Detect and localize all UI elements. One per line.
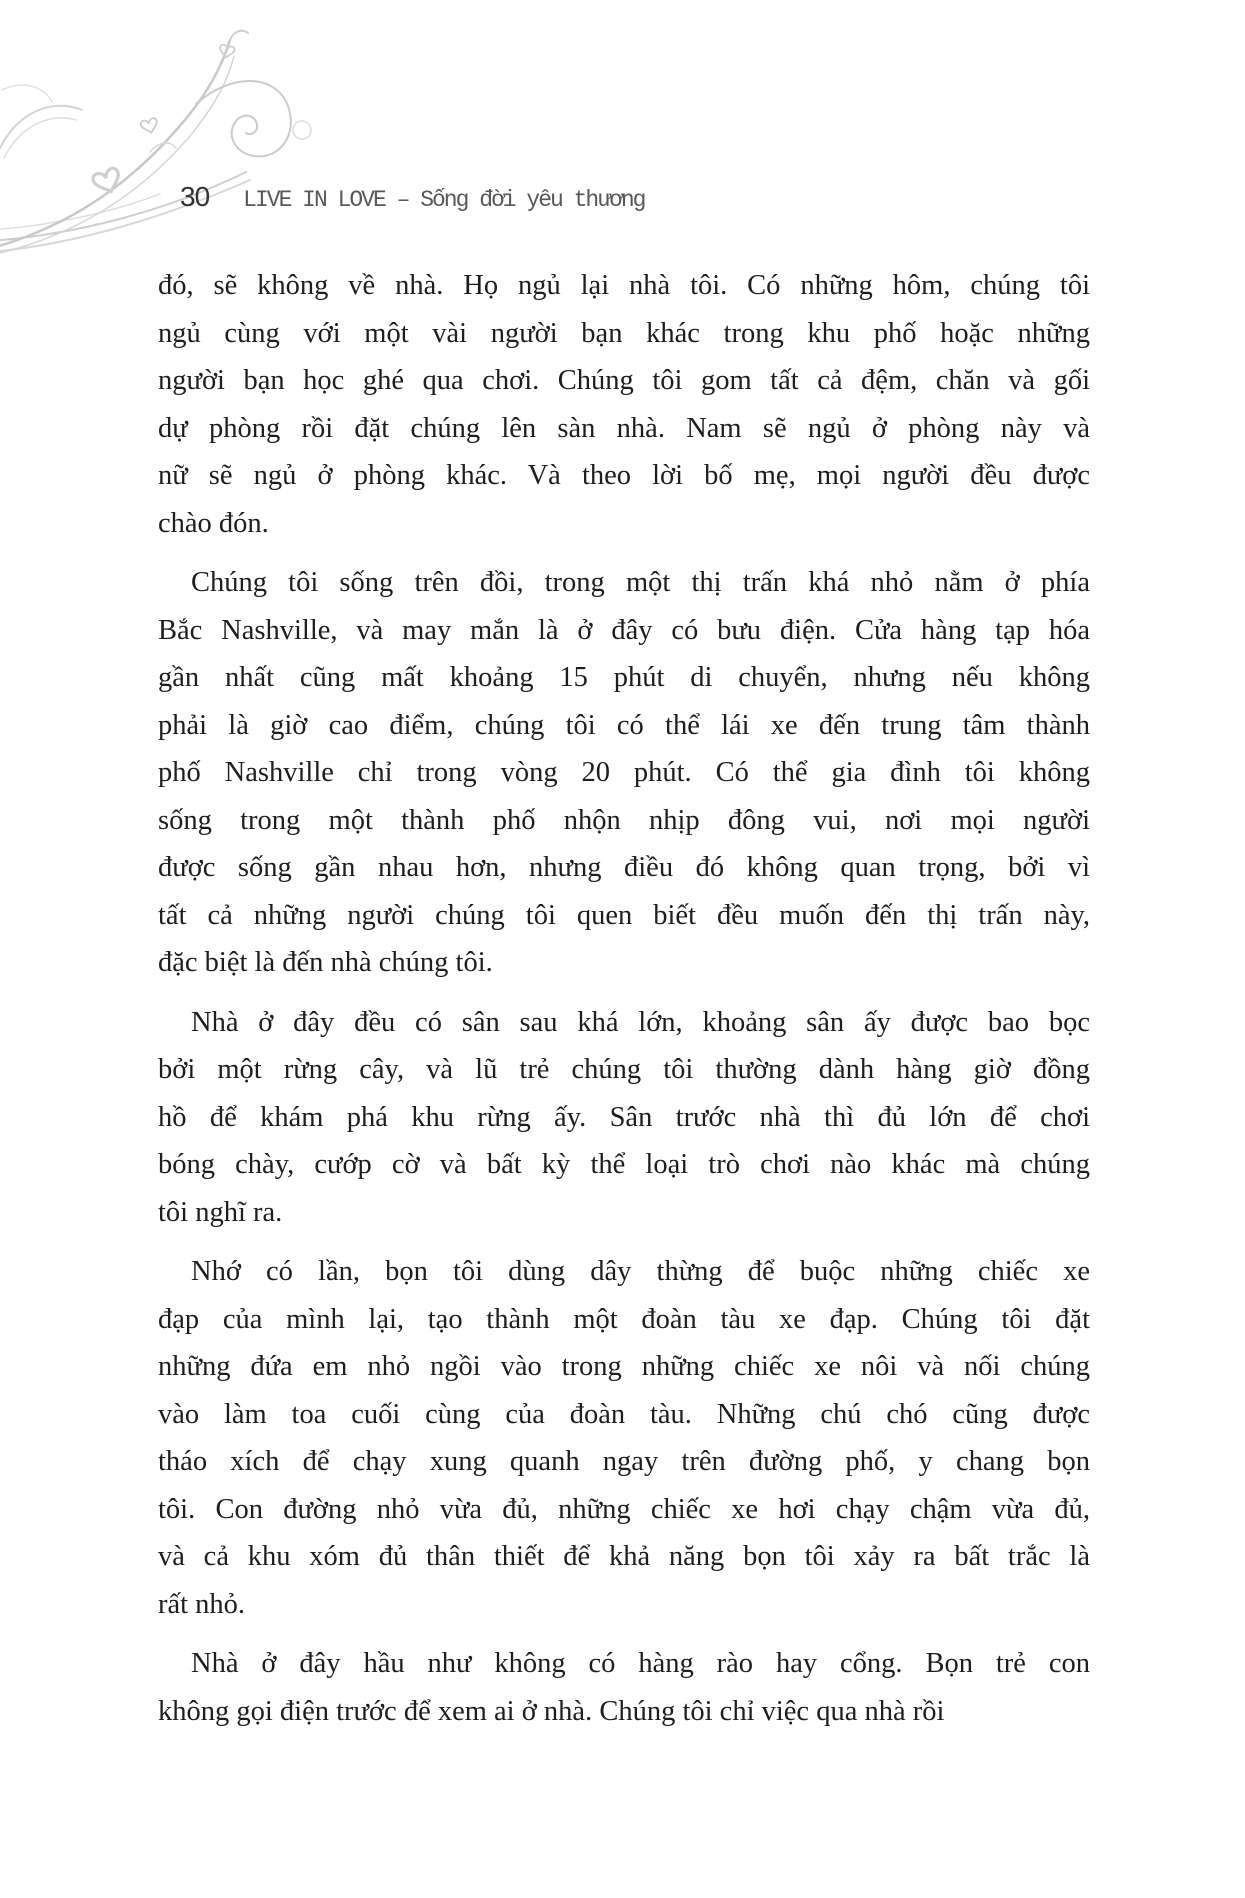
paragraph bbox=[158, 262, 1090, 547]
text-line: bóng chày, cướp cờ và bất kỳ thể loại trò chơi nào khác mà chúng bbox=[158, 1149, 1090, 1180]
text-line: vào làm toa cuối cùng của đoàn tàu. Những chú chó cũng được bbox=[158, 1398, 1090, 1430]
running-header bbox=[180, 181, 644, 213]
paragraph bbox=[158, 1640, 1090, 1735]
text-line: không gọi điện trước để xem ai ở nhà. Chúng tôi chỉ việc qua nhà rồi bbox=[158, 1695, 945, 1727]
text-line: bởi một rừng cây, và lũ trẻ chúng tôi thường dành hàng giờ đồng bbox=[158, 1054, 1090, 1085]
text-line: Bắc Nashville, và may mắn là ở đây có bưu điện. Cửa hàng tạp hóa bbox=[158, 614, 1090, 646]
text-line: ngủ cùng với một vài người bạn khác trong khu phố hoặc những bbox=[158, 317, 1090, 349]
text-line: đặc biệt là đến nhà chúng tôi. bbox=[158, 947, 493, 978]
text-line: người bạn học ghé qua chơi. Chúng tôi gom tất cả đệm, chăn và gối bbox=[158, 365, 1090, 396]
text-line: Nhà ở đây đều có sân sau khá lớn, khoảng sân ấy được bao bọc bbox=[191, 1006, 1090, 1038]
text-line: phải là giờ cao điểm, chúng tôi có thể lái xe đến trung tâm thành bbox=[158, 709, 1090, 741]
paragraph bbox=[158, 559, 1090, 987]
text-line: và cả khu xóm đủ thân thiết để khả năng bọn tôi xảy ra bất trắc là bbox=[158, 1541, 1090, 1572]
text-line: tôi. Con đường nhỏ vừa đủ, những chiếc xe hơi chạy chậm vừa đủ, bbox=[158, 1493, 1090, 1525]
text-line: Chúng tôi sống trên đồi, trong một thị trấn khá nhỏ nằm ở phía bbox=[191, 567, 1090, 598]
text-line: sống trong một thành phố nhộn nhịp đông vui, nơi mọi người bbox=[158, 804, 1090, 836]
heart-vine-flourish-icon bbox=[0, 0, 330, 280]
text-line: dự phòng rồi đặt chúng lên sàn nhà. Nam sẽ ngủ ở phòng này và bbox=[158, 412, 1090, 444]
text-line: tất cả những người chúng tôi quen biết đều muốn đến thị trấn này, bbox=[158, 899, 1090, 931]
text-line: chào đón. bbox=[158, 507, 269, 539]
text-line: được sống gần nhau hơn, nhưng điều đó không quan trọng, bởi vì bbox=[158, 852, 1090, 883]
text-line: tháo xích để chạy xung quanh ngay trên đường phố, y chang bọn bbox=[158, 1446, 1090, 1477]
text-line: những đứa em nhỏ ngồi vào trong những chiếc xe nôi và nối chúng bbox=[158, 1351, 1090, 1382]
text-line: nữ sẽ ngủ ở phòng khác. Và theo lời bố mẹ, mọi người đều được bbox=[158, 460, 1090, 491]
text-line: phố Nashville chỉ trong vòng 20 phút. Có thể gia đình tôi không bbox=[158, 757, 1090, 788]
paragraph bbox=[158, 1248, 1090, 1628]
text-line: đạp của mình lại, tạo thành một đoàn tàu xe đạp. Chúng tôi đặt bbox=[158, 1303, 1090, 1335]
text-line: gần nhất cũng mất khoảng 15 phút di chuyển, nhưng nếu không bbox=[158, 662, 1090, 693]
text-line: Nhớ có lần, bọn tôi dùng dây thừng để buộc những chiếc xe bbox=[191, 1256, 1090, 1287]
page-number: 30 bbox=[180, 181, 210, 212]
text-line: Nhà ở đây hầu như không có hàng rào hay cổng. Bọn trẻ con bbox=[191, 1648, 1090, 1679]
paragraph bbox=[158, 999, 1090, 1237]
text-line: rất nhỏ. bbox=[158, 1588, 246, 1620]
text-line: hồ để khám phá khu rừng ấy. Sân trước nhà thì đủ lớn để chơi bbox=[158, 1101, 1090, 1133]
body-text bbox=[158, 262, 1090, 1735]
text-line: tôi nghĩ ra. bbox=[158, 1196, 283, 1228]
header-title: LIVE IN LOVE – Sống đời yêu thương bbox=[243, 187, 645, 213]
text-line: đó, sẽ không về nhà. Họ ngủ lại nhà tôi. Có những hôm, chúng tôi bbox=[158, 270, 1090, 301]
